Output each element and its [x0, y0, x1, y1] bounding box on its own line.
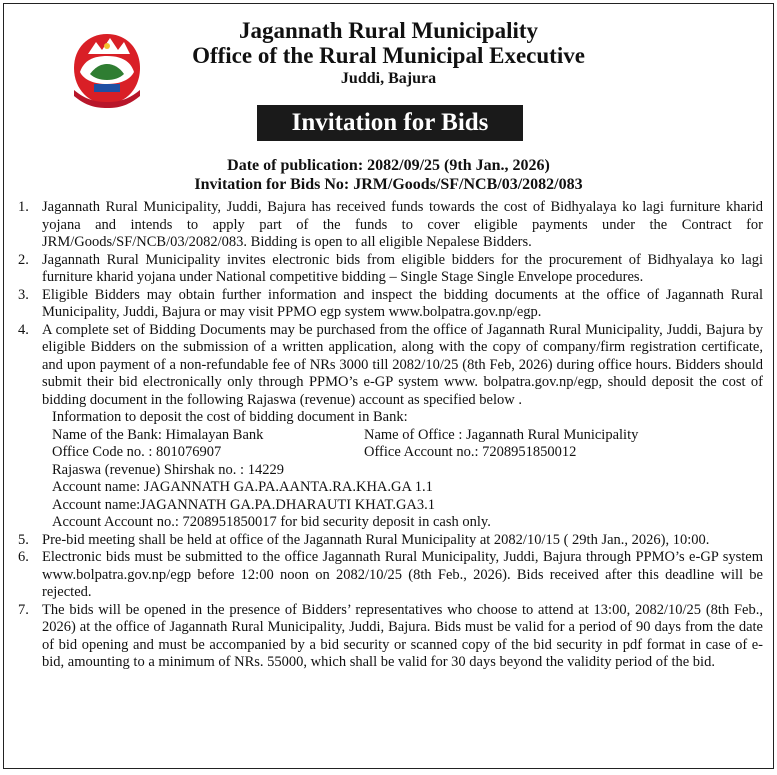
letterhead [4, 18, 773, 89]
list-item: 1. Jagannath Rural Municipality, Juddi, Bajura has received funds towards the cost of Bidhyalaya ko lagi furniture kharid yojana and intends to apply part of the funds to cover eligible payments under the Contract for JRM/Goods/SF/NCB/03/2082/083. Bidding is open to all eligible Nepalese Bidders. [18, 199, 763, 250]
bank-row [52, 427, 763, 445]
bank-name: Name of the Bank: Himalayan Bank [52, 426, 264, 443]
list-item: 7. The bids will be opened in the presence of Bidders’ representatives who choose to attend at 13:00, 2082/10/25 (8th Feb., 2026) at the office of Jagannath Rural Municipality, Juddi, Bajura. Bids must be valid for a period of 90 days from the date of bid opening and must be accompanied by a bid security or scanned copy of the bid security in pdf format in case of e-bid, amounting to a minimum of NRs. 55000, which shall be valid for 30 days beyond the validity period of the bid. [18, 601, 763, 670]
notice-body [18, 199, 763, 672]
publication-date: Date of publication: 2082/09/25 (9th Jan., 2026) [227, 157, 550, 174]
list-item: 3. Eligible Bidders may obtain further information and inspect the bidding documents at the office of Jagannath Rural Municipality, Juddi, Bajura or may visit PPMO egp system www.bolpatra.gov.np/egp. [18, 286, 763, 320]
office-account: Office Account no.: 7208951850012 [364, 444, 577, 460]
account-name-1: Account name: JAGANNATH GA.PA.AANTA.RA.KHA.GA 1.1 [52, 479, 433, 495]
office-name: Office of the Rural Municipal Executive [192, 43, 585, 68]
security-account: Account Account no.: 7208951850017 for bid security deposit in cash only. [52, 514, 491, 530]
list-item: 2. Jagannath Rural Municipality invites electronic bids from eligible bidders for the procurement of Bidhyalaya ko lagi furniture kharid yojana under National competitive bidding – Single Stage Single Envelope procedures. [18, 251, 763, 285]
office-location: Juddi, Bajura [340, 70, 437, 87]
notice-meta [4, 156, 773, 194]
list-item: 6. Electronic bids must be submitted to the office Jagannath Rural Municipality, Juddi, Bajura through PPMO’s e-GP system www.bolpatra.gov.np/egp before 12:00 noon on 2082/10/25 (8th Feb., 2026). Bids received after this deadline will be rejected. [18, 549, 763, 600]
account-name-2: Account name:JAGANNATH GA.PA.DHARAUTI KHAT.GA3.1 [52, 496, 436, 513]
ifb-number: Invitation for Bids No: JRM/Goods/SF/NCB/03/2082/083 [194, 176, 583, 193]
bank-intro: Information to deposit the cost of bidding document in Bank: [52, 409, 408, 425]
bank-details [18, 409, 763, 532]
revenue-shirshak: Rajaswa (revenue) Shirshak no. : 14229 [52, 461, 284, 478]
bid-notice [3, 3, 774, 769]
office-name-field: Name of Office : Jagannath Rural Municipality [364, 426, 639, 443]
list-item: 5. Pre-bid meeting shall be held at office of the Jagannath Rural Municipality at 2082/10/15 ( 29th Jan., 2026), 10:00. [18, 531, 710, 548]
municipality-name: Jagannath Rural Municipality [238, 18, 539, 43]
bank-row [52, 444, 763, 462]
list-item: 4. A complete set of Bidding Documents may be purchased from the office of Jagannath Rural Municipality, Juddi, Bajura by eligible Bidders on the submission of a written application, along with the copy of company/firm registration certificate, and upon payment of a non-refundable fee of NRs 3000 till 2082/10/25 (8th Feb, 2026) during office hours. Bidders should submit their bid electronically only through PPMO’s e-GP system www. bolpatra.gov.np/egp, should deposit the cost of bidding document in the following Rajaswa (revenue) account as specified below . [18, 321, 763, 408]
office-code: Office Code no. : 801076907 [52, 444, 222, 460]
notice-title: Invitation for Bids [257, 105, 523, 141]
